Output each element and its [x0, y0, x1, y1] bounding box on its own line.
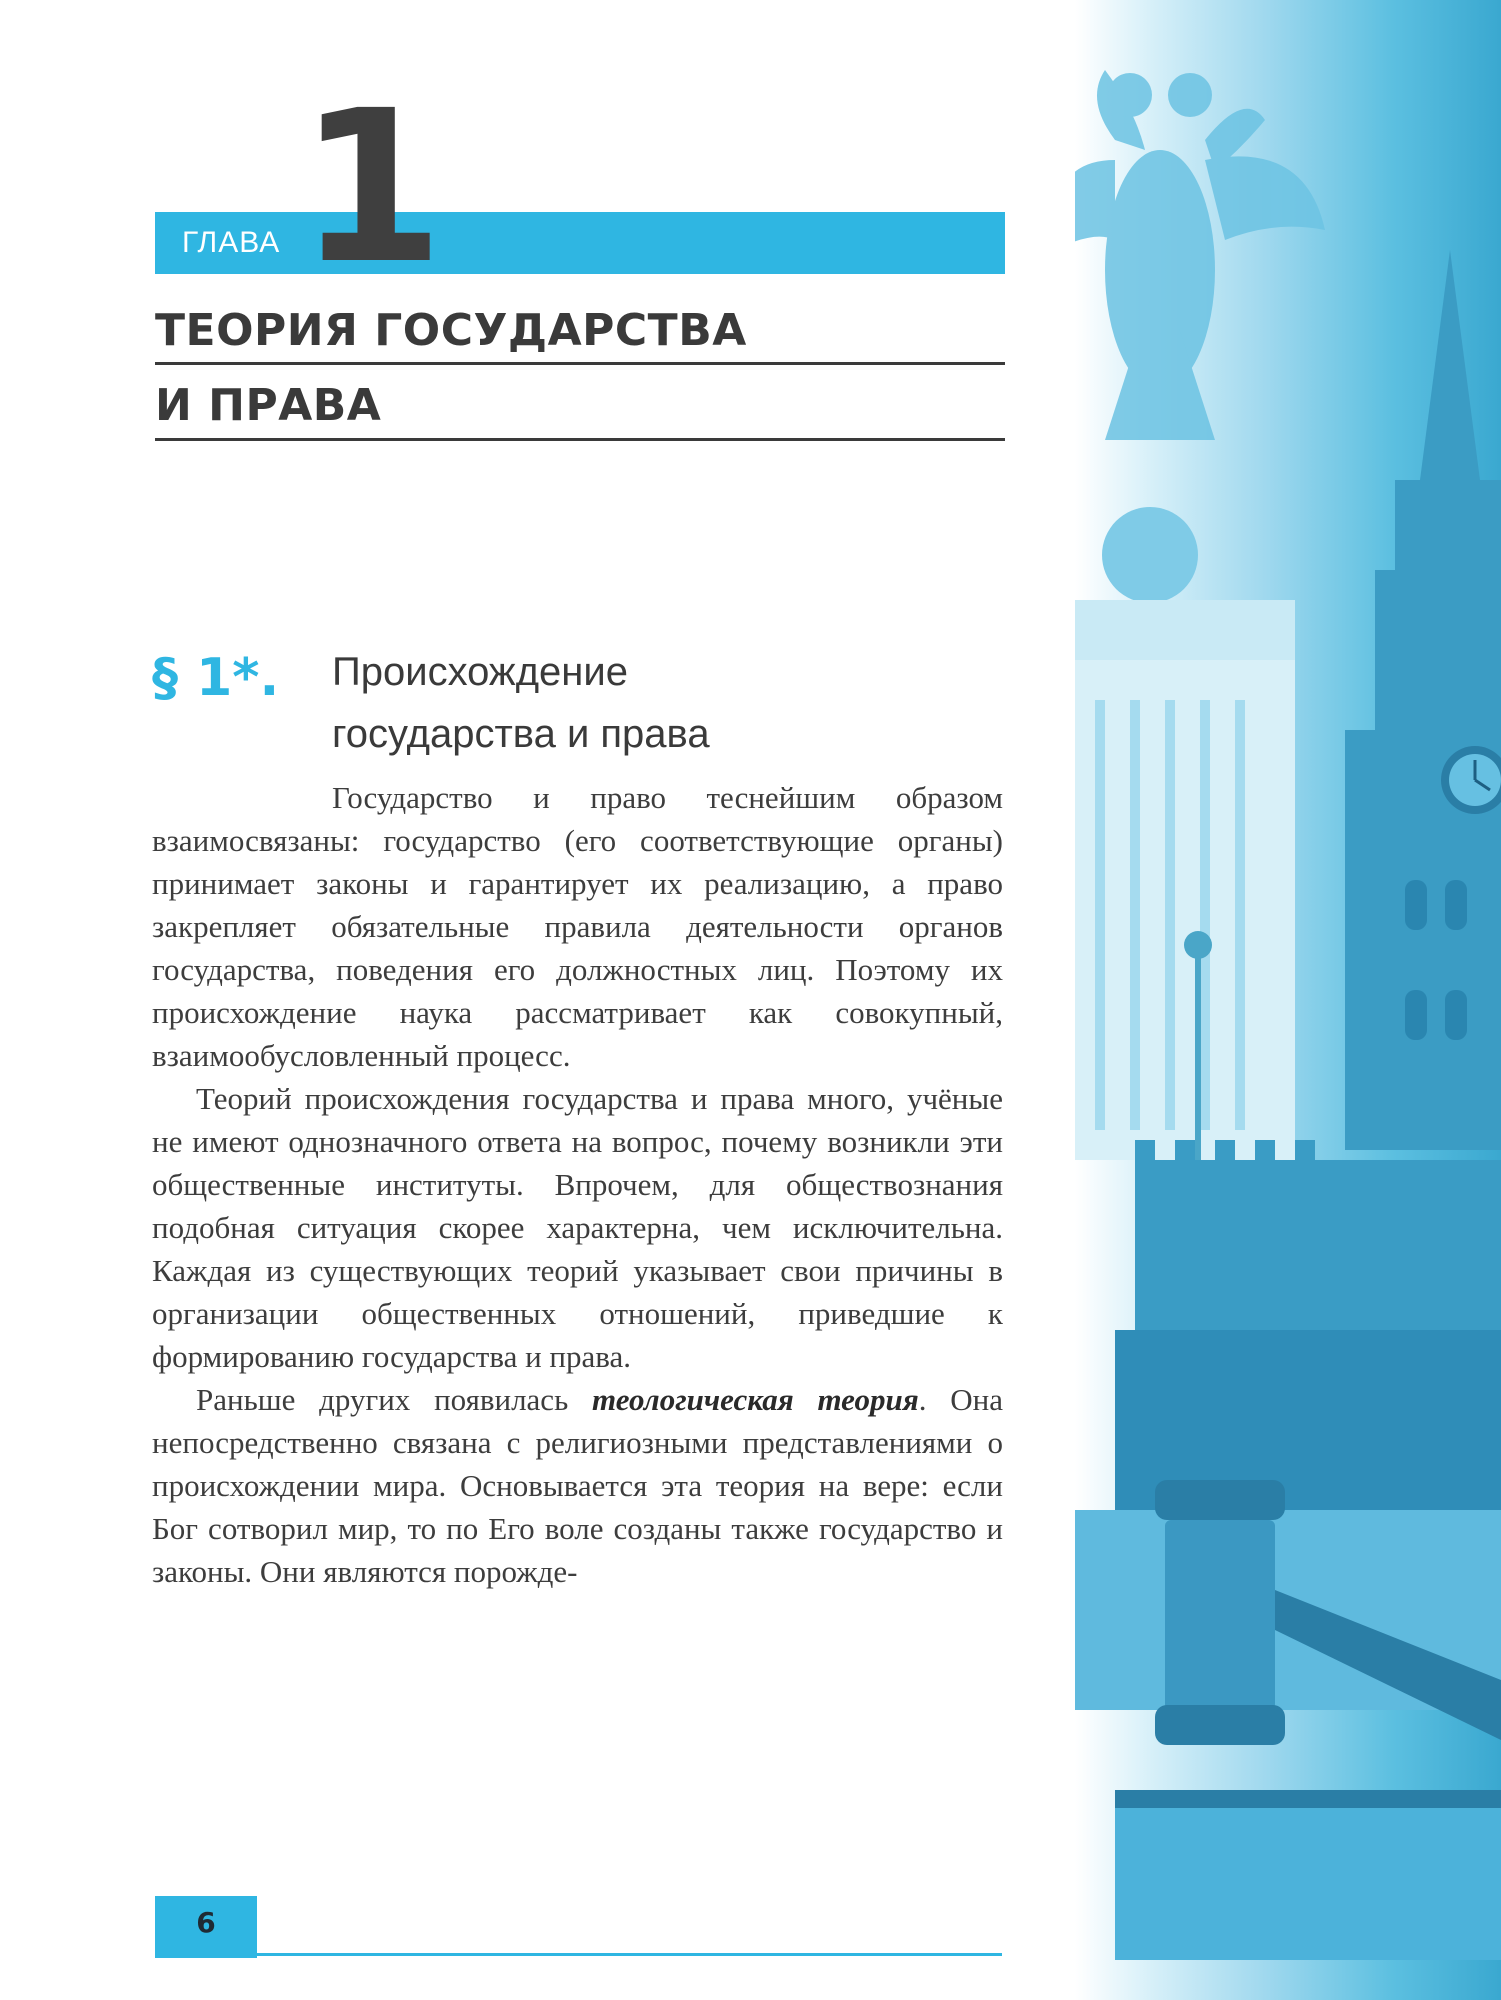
paragraph-text: . Она непосредственно связана с религиозными представлениями о происхождении мира. Основывается эта теория на вере: если Бог сотворил мир, то по Его воле созданы также государство и законы. Они являются порожде-: [152, 1382, 1003, 1589]
chapter-title-line1: ТЕОРИЯ ГОСУДАРСТВА: [155, 305, 747, 356]
kremlin-coat-of-arms-gavel-illustration: [1075, 0, 1501, 2000]
footer-rule: [257, 1953, 1002, 1956]
body-text: [152, 776, 1003, 1593]
section-title-line1: Происхождение: [332, 650, 628, 694]
decorative-photo: [1075, 0, 1501, 2000]
chapter-title-line2: И ПРАВА: [155, 380, 382, 431]
paragraph: Государство и право теснейшим образом взаимосвязаны: государство (его соответствующие органы) принимает законы и гарантирует их реализацию, а право закрепляет обязательные правила деятельности органов государства, поведения его должностных лиц. Поэтому их происхождение наука рассматривает как совокупный, взаимообусловленный процесс.: [152, 780, 1003, 1073]
paragraph: [152, 1378, 1003, 1593]
chapter-label: ГЛАВА: [182, 226, 281, 259]
chapter-number: 1: [298, 65, 445, 310]
chapter-title-rule: [155, 362, 1005, 365]
section-title-line2: государства и права: [332, 712, 710, 756]
paragraph: Теорий происхождения государства и права много, учёные не имеют однозначного ответа на вопрос, почему возникли эти общественные институты. Впрочем, для обществознания подобная ситуация скорее характерна, чем исключительна. Каждая из существующих теорий указывает свои причины в организации общественных отношений, приведшие к формированию государства и права.: [152, 1081, 1003, 1374]
key-term: теологическая теория: [592, 1382, 919, 1417]
section-number: § 1*.: [152, 648, 280, 708]
chapter-title-rule: [155, 438, 1005, 441]
chapter-bar: [155, 212, 1005, 274]
paragraph-text: Раньше других появилась: [196, 1382, 592, 1417]
page-number: 6: [196, 1906, 216, 1939]
